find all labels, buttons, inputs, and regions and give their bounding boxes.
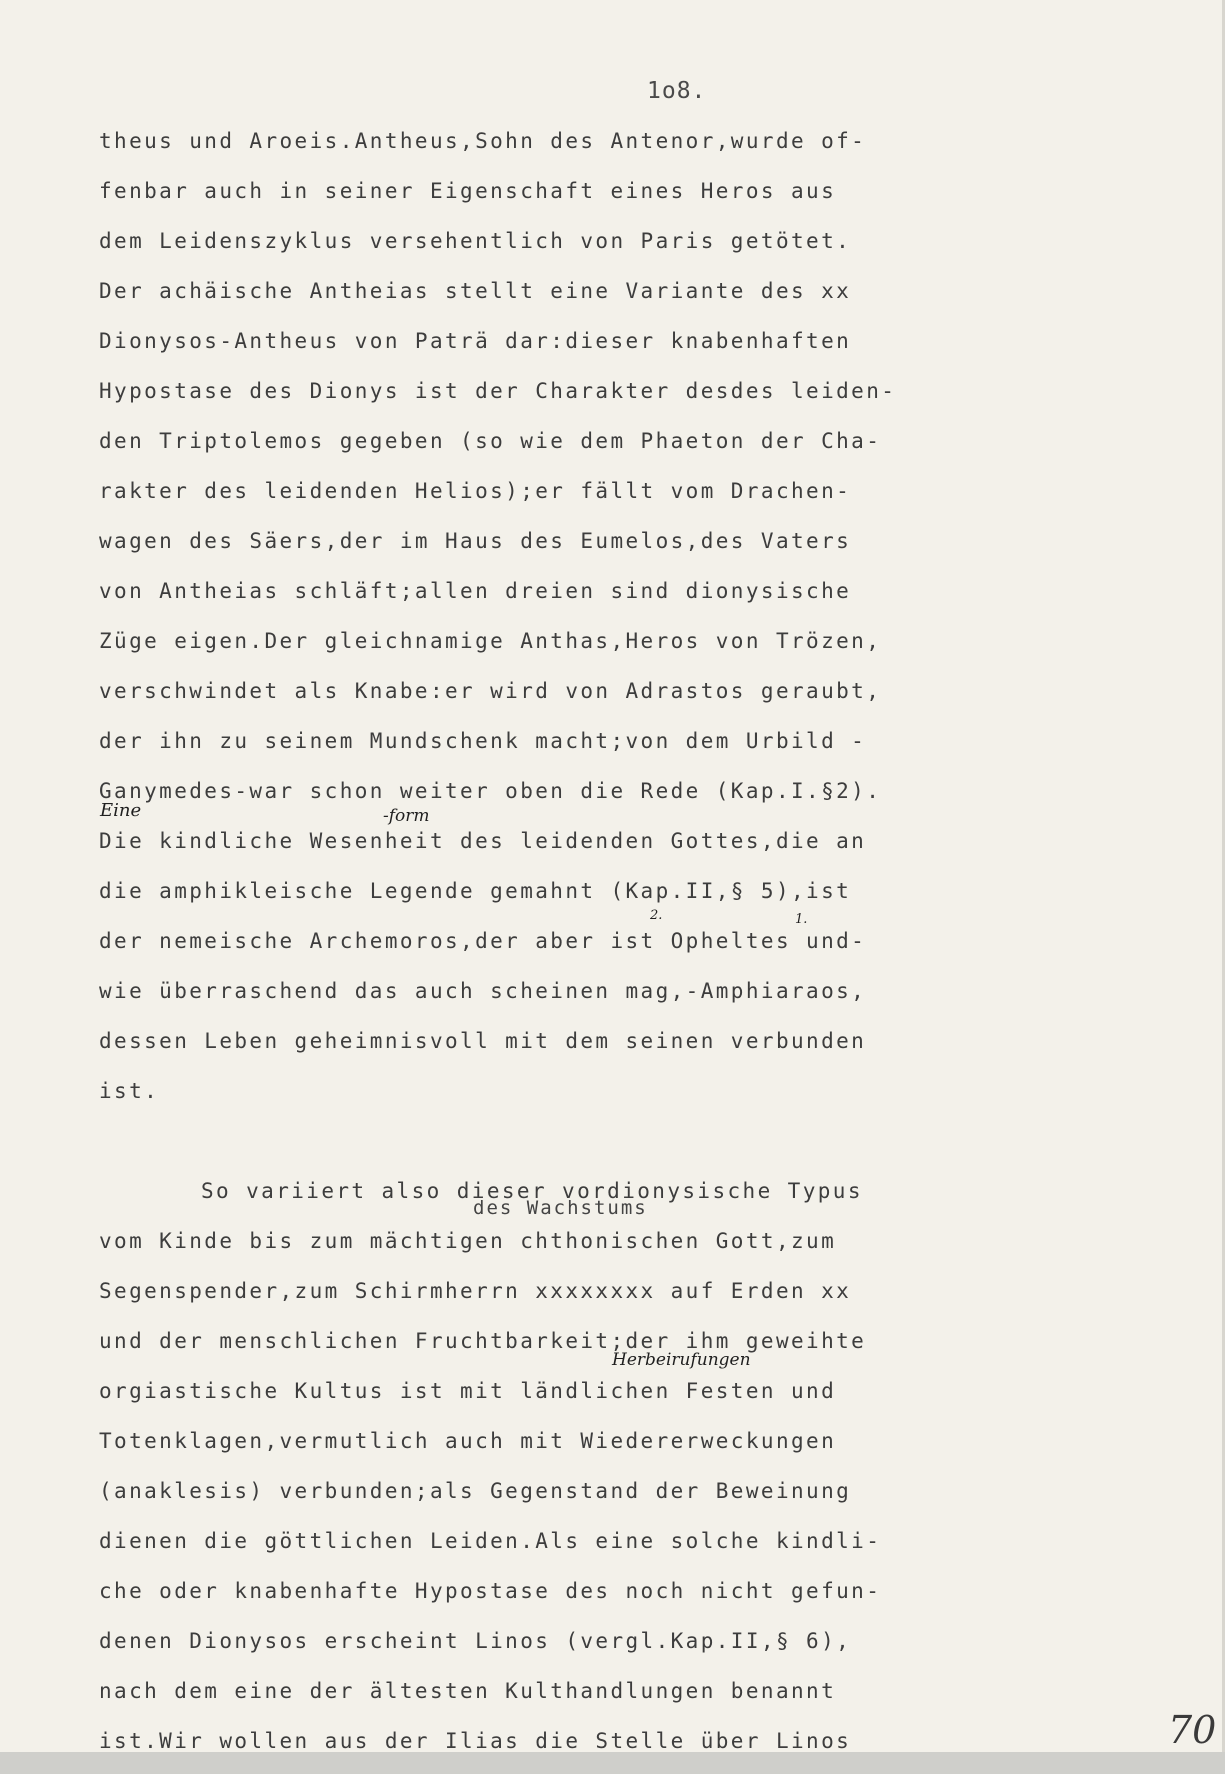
text-line: orgiastische Kultus ist mit ländlichen Festen und <box>99 1379 837 1403</box>
handwritten-order-mark-2: 2. <box>650 908 663 923</box>
text-line: Der achäische Antheias stellt eine Variante des xx <box>99 279 852 303</box>
text-line: und der menschlichen Fruchtbarkeit;der ihm geweihte <box>99 1329 867 1353</box>
text-line: vom Kinde bis zum mächtigen chthonischen Gott,zum <box>99 1229 837 1253</box>
handwritten-insertion-herbeirufungen: Herbeirufungen <box>612 1350 751 1370</box>
handwritten-order-mark-1: 1. <box>795 912 808 927</box>
folio-number: 70 <box>1168 1708 1217 1752</box>
text-line: den Triptolemos gegeben (so wie dem Phaeton der Cha- <box>99 429 882 453</box>
text-line: Totenklagen,vermutlich auch mit Wiedererweckungen <box>99 1429 837 1453</box>
handwritten-insertion-eine: Eine <box>100 800 142 821</box>
text-line: wie überraschend das auch scheinen mag,-Amphiaraos, <box>99 979 867 1003</box>
text-line: der nemeische Archemoros,der aber ist Opheltes und- <box>99 929 867 953</box>
text-line: Ganymedes-war schon weiter oben die Rede (Kap.I.§2). <box>99 779 882 803</box>
text-line: fenbar auch in seiner Eigenschaft eines Heros aus <box>99 179 837 203</box>
text-line: dem Leidenszyklus versehentlich von Paris getötet. <box>99 229 852 253</box>
text-line: Die kindliche Wesenheit des leidenden Gottes,die an <box>99 829 867 853</box>
typewritten-body <box>99 124 1129 1774</box>
handwritten-insertion-form: -form <box>383 806 430 826</box>
paragraph-gap <box>99 1124 1129 1174</box>
text-line: nach dem eine der ältesten Kulthandlungen benannt <box>99 1679 837 1703</box>
paragraph-start-line: So variiert also dieser vordionysische Typus <box>201 1179 863 1203</box>
text-line: wagen des Säers,der im Haus des Eumelos,des Vaters <box>99 529 852 553</box>
text-line: die amphikleische Legende gemahnt (Kap.II,§ 5),ist <box>99 879 852 903</box>
text-line: von Antheias schläft;allen dreien sind dionysische <box>99 579 852 603</box>
text-line: theus und Aroeis.Antheus,Sohn des Antenor,wurde of- <box>99 129 867 153</box>
text-line: ist.Wir wollen aus der Ilias die Stelle über Linos <box>99 1729 852 1753</box>
text-line: verschwindet als Knabe:er wird von Adrastos geraubt, <box>99 679 882 703</box>
text-line: Dionysos-Antheus von Paträ dar:dieser knabenhaften <box>99 329 852 353</box>
text-line: che oder knabenhafte Hypostase des noch nicht gefun- <box>99 1579 882 1603</box>
text-line: Segenspender,zum Schirmherrn xxxxxxxx auf Erden xx <box>99 1279 852 1303</box>
text-line: (anaklesis) verbunden;als Gegenstand der Beweinung <box>99 1479 852 1503</box>
text-line: dessen Leben geheimnisvoll mit dem seinen verbunden <box>99 1029 867 1053</box>
typed-insertion-wachstums: des Wachstums <box>473 1197 648 1219</box>
text-line: dienen die göttlichen Leiden.Als eine solche kindli- <box>99 1529 882 1553</box>
page-number: 1o8. <box>647 78 707 104</box>
text-line: Hypostase des Dionys ist der Charakter desdes leiden- <box>99 379 897 403</box>
text-line: ist. <box>99 1079 160 1103</box>
text-line: rakter des leidenden Helios);er fällt vom Drachen- <box>99 479 852 503</box>
text-line: Züge eigen.Der gleichnamige Anthas,Heros von Trözen, <box>99 629 882 653</box>
text-line: denen Dionysos erscheint Linos (vergl.Kap.II,§ 6), <box>99 1629 852 1653</box>
text-line: der ihn zu seinem Mundschenk macht;von dem Urbild - <box>99 729 867 753</box>
